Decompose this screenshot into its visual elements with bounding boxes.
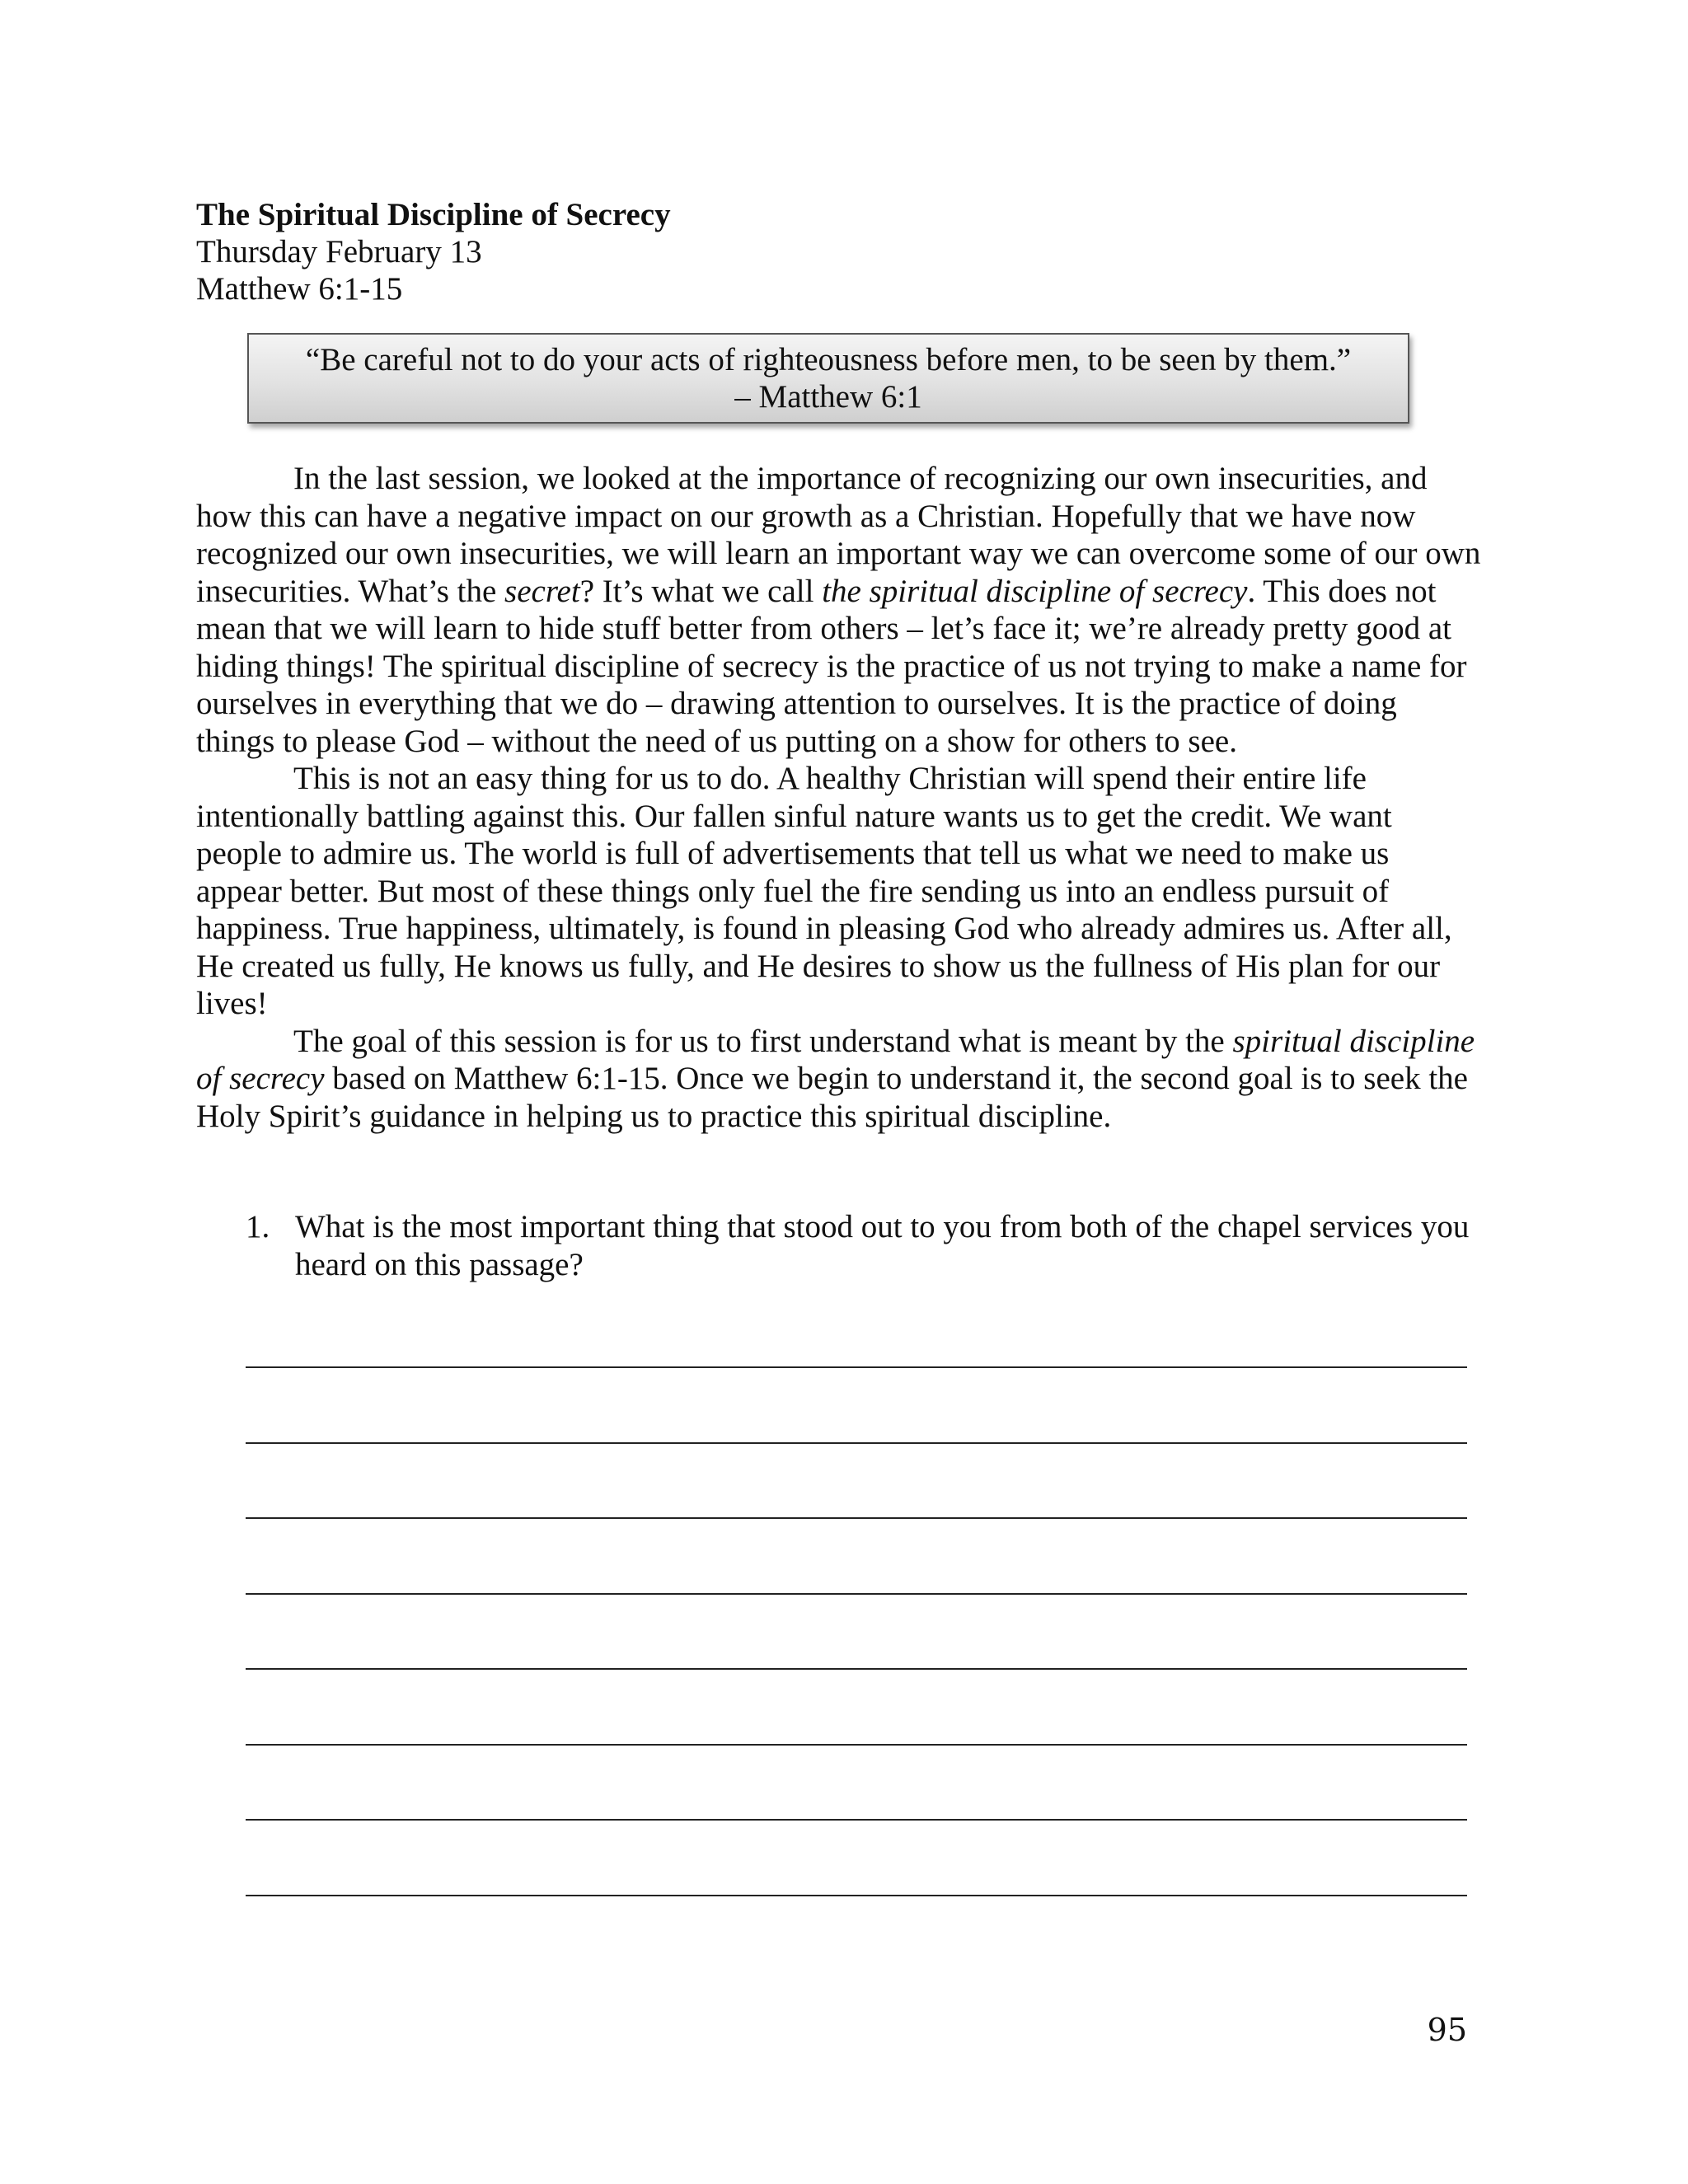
answer-line[interactable] bbox=[246, 1517, 1467, 1519]
paragraph-3-part-c: based on Matthew 6:1-15. Once we begin to understand it, the second goal is to seek the Holy Spirit’s guidance in helping us to practice this spiritual discipline. bbox=[196, 1061, 1468, 1134]
paragraph-1-italic-discipline: the spiritual discipline of secrecy bbox=[822, 573, 1248, 609]
answer-line[interactable] bbox=[246, 1819, 1467, 1821]
answer-line[interactable] bbox=[246, 1442, 1467, 1444]
paragraph-1-part-a: In the last session, we looked at the importance of recognizing our own insecurities, and how this can have a negative impact on our growth as a Christian. Hopefully that we have now recognized our own insecurities, we will learn an important way we can overcome some of our own insecurities. What’s the bbox=[196, 461, 1481, 609]
quote-box bbox=[247, 333, 1409, 424]
question-text: What is the most important thing that stood out to you from both of the chapel services you heard on this passage? bbox=[295, 1209, 1470, 1282]
paragraph-2: This is not an easy thing for us to do. A healthy Christian will spend their entire life intentionally battling against this. Our fallen sinful nature wants us to get the credit. We want people to admire us. The world is full of advertisements that tell us what we need to make us appear better. But most of these things only fuel the fire sending us into an endless pursuit of happiness. True happiness, ultimately, is found in pleasing God who already admires us. After all, He created us fully, He knows us fully, and He desires to show us the fullness of His plan for our lives! bbox=[196, 761, 1452, 1021]
answer-line[interactable] bbox=[246, 1593, 1467, 1595]
lesson-title: The Spiritual Discipline of Secrecy bbox=[196, 197, 671, 232]
question-number: 1. bbox=[246, 1209, 270, 1244]
lesson-date: Thursday February 13 bbox=[196, 234, 482, 269]
answer-line[interactable] bbox=[246, 1895, 1467, 1896]
answer-line[interactable] bbox=[246, 1366, 1467, 1368]
quote-reference: – Matthew 6:1 bbox=[734, 379, 922, 415]
paragraph-3-italic-discipline: spiritual discipline of secrecy bbox=[196, 1023, 1475, 1096]
paragraph-1-part-e: . This does not mean that we will learn to hide stuff better from others – let’s face it; we’re already pretty good at hiding things! The spiritual discipline of secrecy is the practice of us not trying to make a name for ourselves in everything that we do – drawing attention to ourselves. It is the practice of doing things to please God – without the need of us putting on a show for others to see. bbox=[196, 573, 1467, 759]
header-block bbox=[196, 196, 671, 307]
body-text bbox=[196, 460, 1482, 1135]
paragraph-1-part-c: ? It’s what we call bbox=[579, 573, 823, 609]
paragraph-1 bbox=[196, 460, 1482, 760]
answer-line[interactable] bbox=[246, 1744, 1467, 1746]
page-number: 95 bbox=[1427, 2012, 1467, 2048]
paragraph-3-part-a: The goal of this session is for us to first understand what is meant by the bbox=[293, 1023, 1233, 1059]
question-1 bbox=[246, 1208, 1482, 1283]
paragraph-3 bbox=[196, 1023, 1482, 1136]
paragraph-1-italic-secret: secret bbox=[504, 573, 580, 609]
quote-text: “Be careful not to do your acts of righteousness before men, to be seen by them.” bbox=[305, 342, 1352, 377]
answer-line[interactable] bbox=[246, 1668, 1467, 1670]
scripture-passage: Matthew 6:1-15 bbox=[196, 271, 403, 307]
